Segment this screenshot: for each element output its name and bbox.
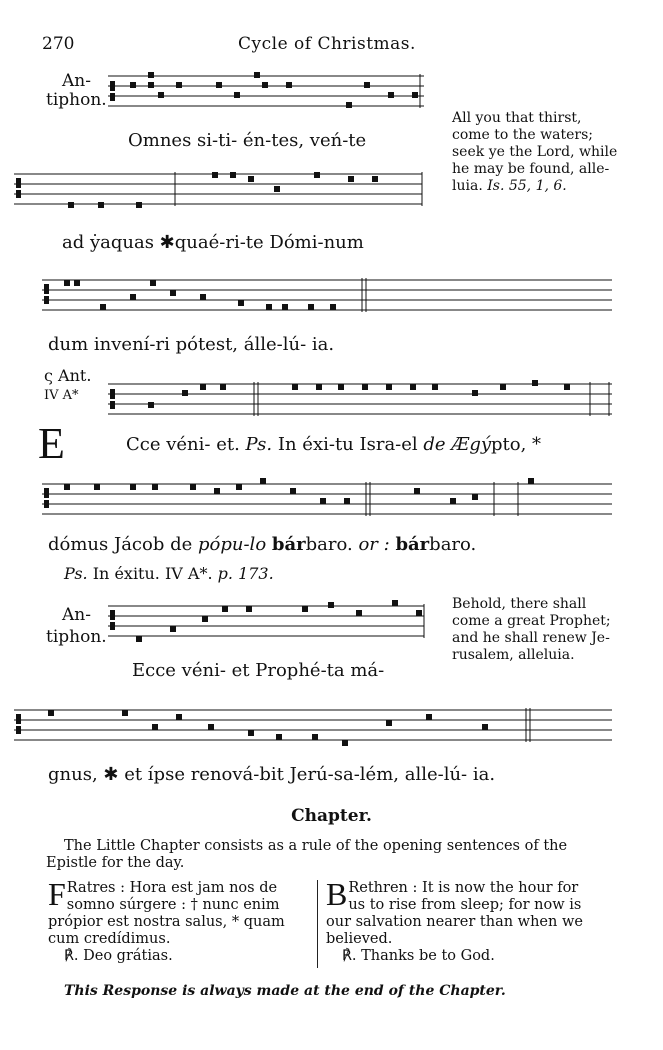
antiphon-label-1b: tiphon.	[46, 90, 107, 110]
chapter-intro-cont	[46, 855, 606, 872]
english-line: our salvation nearer than when we	[326, 914, 583, 930]
english-column	[326, 876, 614, 965]
latin-column	[48, 876, 314, 965]
lyric-fragment: or :	[358, 534, 390, 555]
chant-staff-3	[40, 270, 614, 322]
latin-response: ℟. Deo grátias.	[64, 948, 173, 964]
english-drop-initial: B	[326, 876, 348, 912]
translation-line: come to the waters;	[452, 127, 593, 143]
lyric-fragment: pópu-lo	[198, 534, 267, 555]
mode-label-b: IV A*	[44, 388, 79, 403]
translation-line: and he shall renew Je-	[452, 630, 610, 646]
translation-line: rusalem, alleluia.	[452, 647, 575, 663]
antiphon1-lyric-2: ad ẏaquas ✱quaé-ri-te Dómi-num	[62, 232, 364, 253]
antiphon-label-1a: An-	[62, 71, 91, 91]
scripture-reference: Is. 55, 1, 6.	[487, 178, 567, 194]
chant-staff-5	[40, 474, 614, 524]
antiphon3-lyric-1: Ecce véni- et Prophé-ta má-	[132, 660, 385, 681]
page-number: 270	[42, 34, 75, 54]
english-line: us to rise from sleep; for now is	[348, 897, 582, 913]
latin-line: cum credídimus.	[48, 931, 171, 947]
chant-staff-1	[106, 68, 426, 116]
translation-line: All you that thirst,	[452, 110, 582, 126]
psalm-text: In éxitu. IV A*.	[92, 564, 213, 583]
psalm-reference	[64, 564, 274, 583]
column-divider	[317, 880, 318, 968]
chapter-intro	[64, 838, 614, 855]
lyric-fragment: Cce véni- et.	[126, 434, 240, 455]
intro-line: Epistle for the day.	[46, 855, 185, 871]
lyric-fragment: bár	[271, 534, 306, 555]
translation-line: luia.	[452, 178, 483, 194]
antiphon-label-3b: tiphon.	[46, 627, 107, 647]
translation-line: come a great Prophet;	[452, 613, 611, 629]
antiphon-label-3a: An-	[62, 605, 91, 625]
mode-label-a: ς Ant.	[44, 366, 92, 385]
lyric-fragment: dómus Jácob de	[48, 534, 193, 555]
english-response: ℟. Thanks be to God.	[342, 948, 495, 964]
chant-staff-6	[106, 596, 426, 656]
latin-drop-initial: F	[48, 876, 66, 912]
latin-line: própior est nostra salus, * quam	[48, 914, 285, 930]
footer-note: This Response is always made at the end of the Chapter.	[64, 983, 506, 999]
lyric-fragment: baro.	[305, 534, 353, 555]
english-line: Rethren : It is now the hour for	[348, 880, 579, 896]
translation-line: Behold, there shall	[452, 596, 587, 612]
chapter-heading: Chapter.	[291, 806, 372, 826]
lyric-fragment: de Ægý	[423, 434, 492, 455]
antiphon2-lyric-2	[48, 534, 476, 555]
antiphon1-translation	[452, 110, 617, 195]
running-title: Cycle of Christmas.	[238, 34, 416, 54]
antiphon3-translation	[452, 596, 611, 664]
antiphon3-lyric-2: gnus, ✱ et ípse renová-bit Jerú-sa-lém, alle-lú- ia.	[48, 764, 496, 785]
intro-line: The Little Chapter consists as a rule of the opening sentences of the	[64, 838, 568, 854]
lyric-fragment: baro.	[429, 534, 477, 555]
english-line: believed.	[326, 931, 393, 947]
lyric-fragment: Ps.	[245, 434, 273, 455]
antiphon2-lyric-1	[126, 434, 541, 455]
chant-staff-7	[12, 700, 614, 760]
drop-initial-e: E	[38, 419, 65, 468]
latin-line: somno súrgere : † nunc enim	[66, 897, 280, 913]
latin-line: Ratres : Hora est jam nos de	[66, 880, 278, 896]
psalm-abbrev: Ps.	[64, 564, 88, 583]
chant-staff-2	[12, 162, 426, 218]
antiphon1-lyric-1: Omnes si-ti- én-tes, veń-te	[128, 130, 367, 151]
translation-line: he may be found, alle-	[452, 161, 610, 177]
lyric-fragment: In éxi-tu Isra-el	[277, 434, 418, 455]
lyric-fragment: pto, *	[491, 434, 542, 455]
psalm-page: p. 173.	[217, 564, 274, 583]
antiphon1-lyric-3: dum invení-ri pótest, álle-lú- ia.	[48, 334, 335, 355]
lyric-fragment: bár	[395, 534, 430, 555]
translation-line: seek ye the Lord, while	[452, 144, 618, 160]
chant-staff-4	[106, 376, 614, 424]
